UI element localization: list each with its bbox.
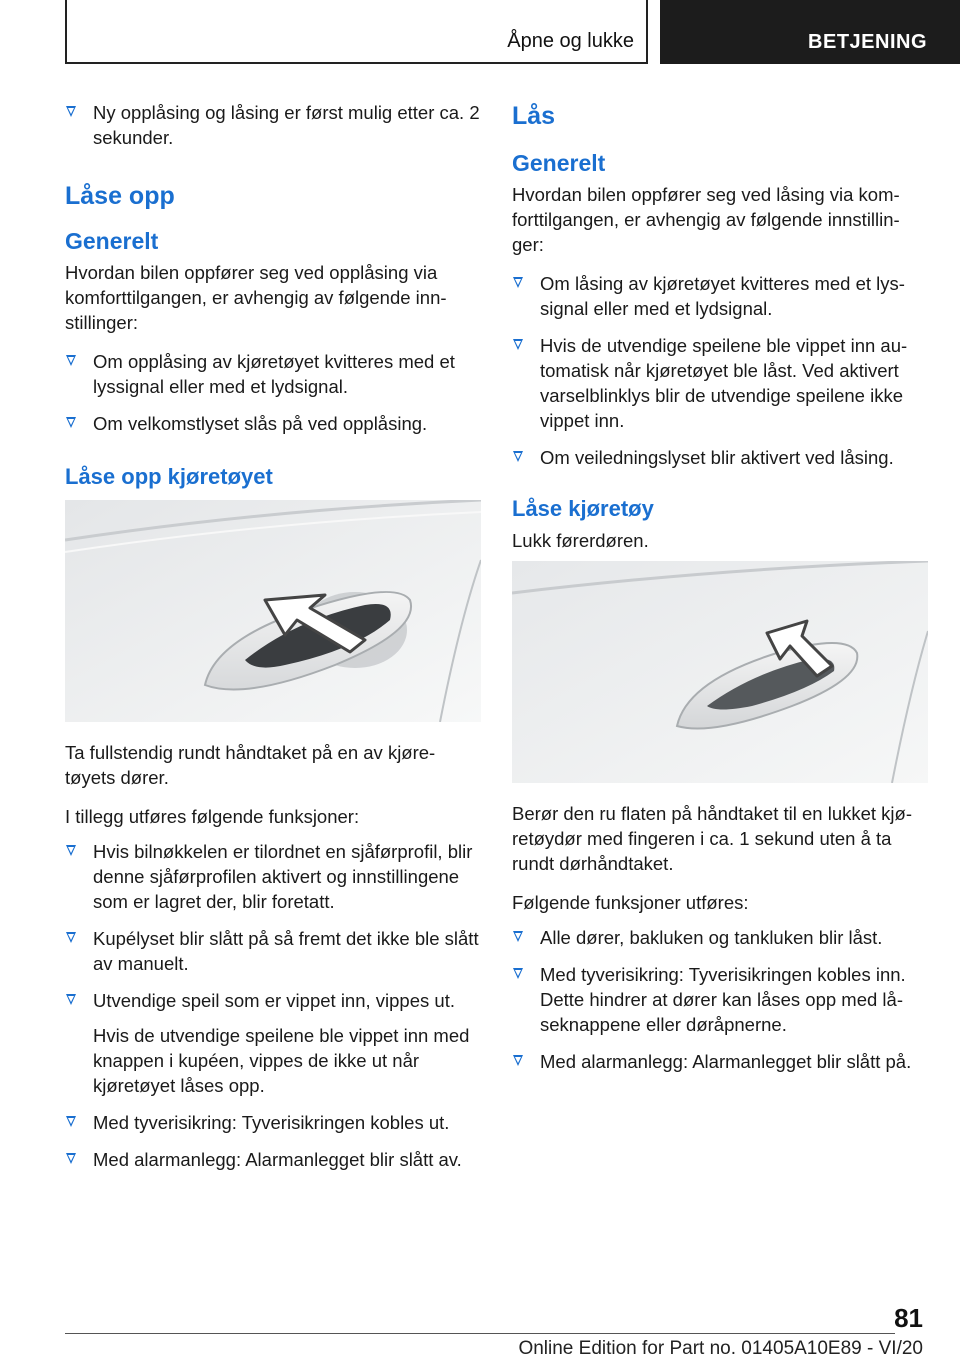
page-number: 81 [894,1303,923,1333]
left-column [65,100,483,1184]
bullet-triangle-icon [513,931,523,942]
functions-intro: I tillegg utføres følgende funksjoner: [65,806,360,827]
bullet-triangle-icon [66,994,76,1005]
edition-footer: Online Edition for Part no. 01405A10E89 - VI/20 [518,1338,923,1359]
grip-instruction: Ta fullstendig rundt håndtaket på en av kjøre-tøyets dører. [65,742,436,788]
general-list [65,349,483,436]
list-item: Ny opplåsing og låsing er først mulig etter ca. 2 sekunder. [65,100,483,150]
bullet-triangle-icon [66,932,76,943]
list-item: Hvis de utvendige speilene ble vippet inn au-tomatisk når kjøretøyet ble låst. Ved aktivert varselblinklys blir de utvendige speilene ikke vippet inn. [512,333,928,433]
list-item: Hvis bilnøkkelen er tilordnet en sjåførprofil, blir denne sjåførprofilen aktivert og innstillingene som er lagret der, blir foretatt. [65,839,483,914]
list-item: Med tyverisikring: Tyverisikringen kobles inn. Dette hindrer at dører kan låses opp med lå-seknappene eller døråpnerne. [512,962,928,1037]
bullet-triangle-icon [513,1055,523,1066]
list-item: Kupélyset blir slått på så fremt det ikke ble slått av manuelt. [65,926,483,976]
mirror-note: Hvis de utvendige speilene ble vippet inn med knappen i kupéen, vippes de ikke ut når kjøretøyet låses opp. [93,1025,470,1096]
heading-unlock-vehicle: Låse opp kjøretøyet [65,464,273,489]
general-text: Hvordan bilen oppfører seg ved opplåsing via komforttilgangen, er avhengig av følgende inn-stillinger: [65,262,447,333]
bullet-triangle-icon [66,1153,76,1164]
header-chapter-box [660,0,960,64]
bullet-triangle-icon [66,106,76,117]
list-item: Om låsing av kjøretøyet kvitteres med et lys-signal eller med et lydsignal. [512,271,928,321]
list-item: Med alarmanlegg: Alarmanlegget blir slått av. [65,1147,483,1172]
bullet-triangle-icon [66,845,76,856]
bullet-triangle-icon [513,968,523,979]
heading-general: Generelt [65,228,159,254]
functions-list-2 [65,1110,483,1172]
bullet-triangle-icon [66,1116,76,1127]
footer-divider [65,1333,895,1334]
functions-list [65,839,483,1013]
general-list [512,271,928,470]
bullet-triangle-icon [513,339,523,350]
list-item: Om veiledningslyset blir aktivert ved låsing. [512,445,928,470]
functions-list [512,925,928,1074]
list-item: Utvendige speil som er vippet inn, vippes ut. [65,988,483,1013]
bullet-triangle-icon [66,355,76,366]
bullet-triangle-icon [66,417,76,428]
right-column [512,100,928,1086]
header-section-box [65,0,648,64]
bullet-triangle-icon [513,451,523,462]
intro-list [65,100,483,150]
touch-instruction: Berør den ru flaten på håndtaket til en lukket kjø-retøydør med fingeren i ca. 1 sekund uten å ta rundt dørhåndtaket. [512,803,913,874]
list-item: Om opplåsing av kjøretøyet kvitteres med et lyssignal eller med et lydsignal. [65,349,483,399]
list-item: Med tyverisikring: Tyverisikringen kobles ut. [65,1110,483,1135]
heading-lock: Lås [512,102,556,130]
functions-intro: Følgende funksjoner utføres: [512,892,749,913]
general-text: Hvordan bilen oppfører seg ved låsing via kom-forttilgangen, er avhengig av følgende innstillin-ger: [512,184,900,255]
heading-general: Generelt [512,150,606,176]
door-handle-grip-illustration [65,500,481,722]
list-item: Med alarmanlegg: Alarmanlegget blir slått på. [512,1049,928,1074]
section-title: Åpne og lukke [507,30,634,52]
lock-intro: Lukk førerdøren. [512,530,649,551]
chapter-title: BETJENING [808,31,927,53]
heading-unlock: Låse opp [65,182,175,210]
list-item: Om velkomstlyset slås på ved opplåsing. [65,411,483,436]
heading-lock-vehicle: Låse kjøretøy [512,496,654,521]
bullet-triangle-icon [513,277,523,288]
list-item: Alle dører, bakluken og tankluken blir låst. [512,925,928,950]
door-handle-touch-illustration [512,561,928,783]
